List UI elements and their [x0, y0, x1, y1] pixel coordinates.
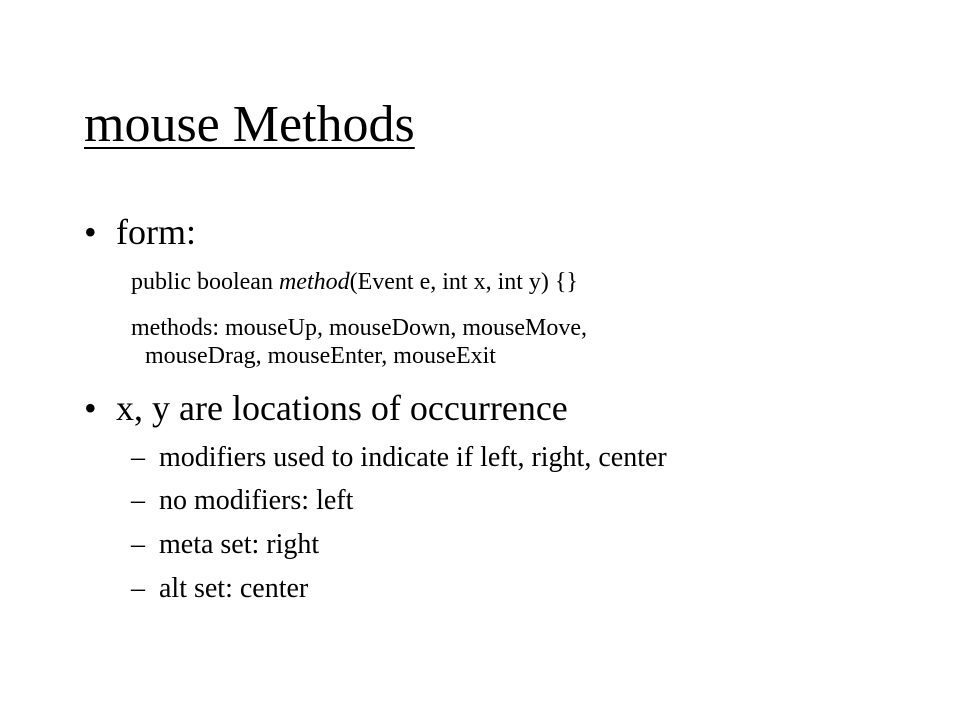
bullet-dot: • — [84, 388, 97, 428]
slide-title: mouse Methods — [84, 96, 415, 153]
methods-list-line2: mouseDrag, mouseEnter, mouseExit — [145, 343, 496, 369]
method-signature — [131, 268, 578, 296]
dash-item — [131, 529, 319, 561]
dash-item — [131, 573, 308, 605]
dash-symbol: – — [131, 485, 145, 516]
signature-method: method — [278, 269, 350, 295]
dash-item-text: alt set: center — [159, 573, 309, 604]
signature-prefix: public boolean — [131, 269, 279, 295]
methods-list-line1: methods: mouseUp, mouseDown, mouseMove, — [131, 315, 587, 341]
dash-symbol: – — [131, 529, 145, 560]
dash-item — [131, 485, 353, 517]
dash-symbol: – — [131, 573, 145, 604]
dash-symbol: – — [131, 442, 145, 473]
dash-item — [131, 442, 667, 474]
bullet-label: x, y are locations of occurrence — [116, 388, 568, 428]
dash-item-text: modifiers used to indicate if left, right, center — [159, 442, 667, 473]
bullet-dot: • — [84, 212, 97, 252]
dash-item-text: no modifiers: left — [159, 485, 354, 516]
dash-item-text: meta set: right — [159, 529, 320, 560]
signature-suffix: (Event e, int x, int y) {} — [349, 269, 578, 295]
bullet-label: form: — [116, 212, 196, 252]
